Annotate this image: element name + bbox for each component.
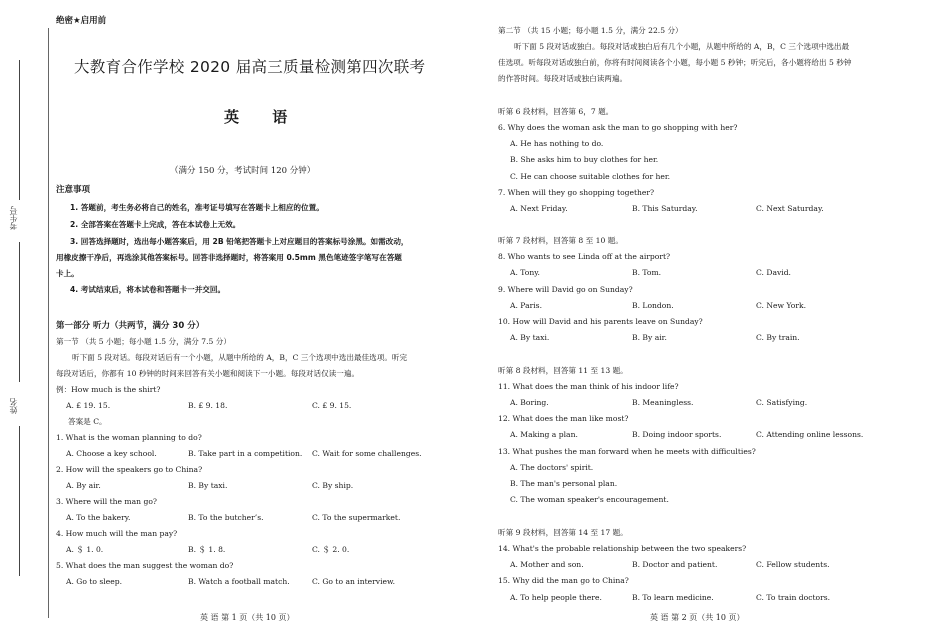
- option: B. Doing indoor sports.: [632, 430, 722, 439]
- group-heading: 听第 8 段材料，回答第 11 至 13 题。: [498, 366, 628, 375]
- option: A. Choose a key school.: [66, 449, 157, 458]
- question: 14. What's the probable relationship between the two speakers?: [498, 544, 747, 553]
- group-heading: 听第 9 段材料，回答第 14 至 17 题。: [498, 528, 628, 537]
- option: A. To help people there.: [510, 593, 602, 602]
- question: 7. When will they go shopping together?: [498, 188, 655, 197]
- notice-item: 用橡皮擦干净后，再选涂其他答案标号。回答非选择题时，将答案用 0.5mm 黑色笔迹签字笔写在答题: [56, 253, 402, 262]
- option: C. Go to an interview.: [312, 577, 396, 586]
- binding-line: [19, 60, 20, 200]
- binding-margin: [0, 0, 48, 639]
- exam-title: 大教育合作学校 2020 届高三质量检测第四次联考: [74, 58, 426, 76]
- notice-item: 1. 答题前，考生务必将自己的姓名，准考证号填写在答题卡上相应的位置。: [70, 203, 324, 212]
- option: C. David.: [756, 268, 791, 277]
- option: B. Watch a football match.: [188, 577, 290, 586]
- option: A. Next Friday.: [510, 204, 568, 213]
- option: C. By ship.: [312, 481, 354, 490]
- option: B. By taxi.: [188, 481, 228, 490]
- option: C. The woman speaker's encouragement.: [510, 495, 669, 504]
- option: C. Fellow students.: [756, 560, 830, 569]
- notice-item: 2. 全部答案在答题卡上完成，答在本试卷上无效。: [70, 220, 241, 229]
- option: B. The man's personal plan.: [510, 479, 618, 488]
- option: B. Meaningless.: [632, 398, 694, 407]
- option: B. She asks him to buy clothes for her.: [510, 155, 659, 164]
- option: B. London.: [632, 301, 674, 310]
- group-heading: 听第 7 段材料，回答第 8 至 10 题。: [498, 236, 623, 245]
- question: 11. What does the man think of his indoor life?: [498, 382, 679, 391]
- section1-desc: 每段对话后，你都有 10 秒钟的时间来回答有关小题和阅读下一小题。每段对话仅读一遍。: [56, 369, 360, 378]
- notice-item: 4. 考试结束后，将本试卷和答题卡一并交回。: [70, 285, 226, 294]
- score-time: （满分 150 分，考试时间 120 分钟）: [170, 166, 316, 176]
- option: A. By air.: [66, 481, 101, 490]
- question: 8. Who wants to see Linda off at the airport?: [498, 252, 671, 261]
- question: 10. How will David and his parents leave on Sunday?: [498, 317, 703, 326]
- question: 15. Why did the man go to China?: [498, 576, 629, 585]
- question: 6. Why does the woman ask the man to go shopping with her?: [498, 123, 738, 132]
- option: B. Tom.: [632, 268, 662, 277]
- question: 13. What pushes the man forward when he meets with difficulties?: [498, 447, 756, 456]
- option: B. To learn medicine.: [632, 593, 714, 602]
- option: A. Go to sleep.: [66, 577, 122, 586]
- option: A. Paris.: [510, 301, 542, 310]
- subject-title: 英 语: [224, 108, 302, 126]
- example-answer: 答案是 C。: [68, 417, 107, 426]
- option: C. He can choose suitable clothes for her.: [510, 172, 671, 181]
- question: 1. What is the woman planning to do?: [56, 433, 202, 442]
- section2-desc: 的作答时间。每段对话或独白读两遍。: [498, 74, 628, 83]
- example-option: B. £ 9. 18.: [188, 401, 228, 410]
- example-option: A. £ 19. 15.: [66, 401, 111, 410]
- option: C. Satisfying.: [756, 398, 808, 407]
- exam-id-label: 考生号: [9, 206, 18, 230]
- option: A. He has nothing to do.: [510, 139, 604, 148]
- section2-heading: 第二节 （共 15 小题；每小题 1.5 分，满分 22.5 分）: [498, 26, 683, 35]
- option: C. New York.: [756, 301, 806, 310]
- example-option: C. £ 9. 15.: [312, 401, 352, 410]
- option: A. Tony.: [510, 268, 540, 277]
- question: 4. How much will the man pay?: [56, 529, 178, 538]
- option: C. By train.: [756, 333, 800, 342]
- question: 12. What does the man like most?: [498, 414, 629, 423]
- option: B. Doctor and patient.: [632, 560, 718, 569]
- section2-desc: 听下面 5 段对话或独白。每段对话或独白后有几个小题，从题中所给的 A，B，C 三个选项中选出最: [514, 42, 850, 51]
- option: A. To the bakery.: [66, 513, 131, 522]
- option: C. ＄ 2. 0.: [312, 545, 350, 554]
- section1-heading: 第一节 （共 5 小题；每小题 1.5 分，满分 7.5 分）: [56, 337, 231, 346]
- binding-divider: [48, 28, 49, 618]
- option: B. This Saturday.: [632, 204, 698, 213]
- option: A. The doctors' spirit.: [510, 463, 594, 472]
- part1-heading: 第一部分 听力（共两节，满分 30 分）: [56, 321, 205, 331]
- option: B. ＄ 1. 8.: [188, 545, 226, 554]
- option: C. To the supermarket.: [312, 513, 401, 522]
- option: C. Next Saturday.: [756, 204, 824, 213]
- notice-title: 注意事项: [56, 185, 91, 195]
- page-footer: 英 语 第 2 页（共 10 页）: [650, 613, 745, 622]
- option: C. To train doctors.: [756, 593, 831, 602]
- question: 9. Where will David go on Sunday?: [498, 285, 633, 294]
- group-heading: 听第 6 段材料，回答第 6，7 题。: [498, 107, 614, 116]
- secret-label: 绝密★启用前: [56, 16, 107, 26]
- question: 2. How will the speakers go to China?: [56, 465, 203, 474]
- section1-desc: 听下面 5 段对话。每段对话后有一个小题，从题中所给的 A，B，C 三个选项中选出最佳选项。听完: [72, 353, 408, 362]
- section2-desc: 佳选项。听每段对话或独白前，你将有时间阅读各个小题，每小题 5 秒钟；听完后，各小题将给出 5 秒钟: [498, 58, 852, 67]
- page-2: [490, 0, 935, 639]
- option: C. Wait for some challenges.: [312, 449, 422, 458]
- option: A. By taxi.: [510, 333, 550, 342]
- option: A. ＄ 1. 0.: [66, 545, 104, 554]
- page-1: [52, 0, 467, 639]
- option: C. Attending online lessons.: [756, 430, 864, 439]
- option: B. To the butcher’s.: [188, 513, 264, 522]
- option: B. By air.: [632, 333, 667, 342]
- notice-item: 3. 回答选择题时，选出每小题答案后，用 2B 铅笔把答题卡上对应题目的答案标号涂黑。如需改动，: [70, 237, 409, 246]
- name-label: 姓名: [9, 398, 18, 414]
- question: 3. Where will the man go?: [56, 497, 157, 506]
- binding-line: [19, 242, 20, 382]
- question: 5. What does the man suggest the woman do?: [56, 561, 234, 570]
- page-footer: 英 语 第 1 页（共 10 页）: [200, 613, 295, 622]
- option: A. Boring.: [510, 398, 549, 407]
- example-question: 例：How much is the shirt?: [56, 385, 161, 394]
- option: B. Take part in a competition.: [188, 449, 303, 458]
- option: A. Making a plan.: [510, 430, 578, 439]
- binding-line: [19, 426, 20, 576]
- notice-item: 卡上。: [56, 269, 79, 278]
- option: A. Mother and son.: [510, 560, 584, 569]
